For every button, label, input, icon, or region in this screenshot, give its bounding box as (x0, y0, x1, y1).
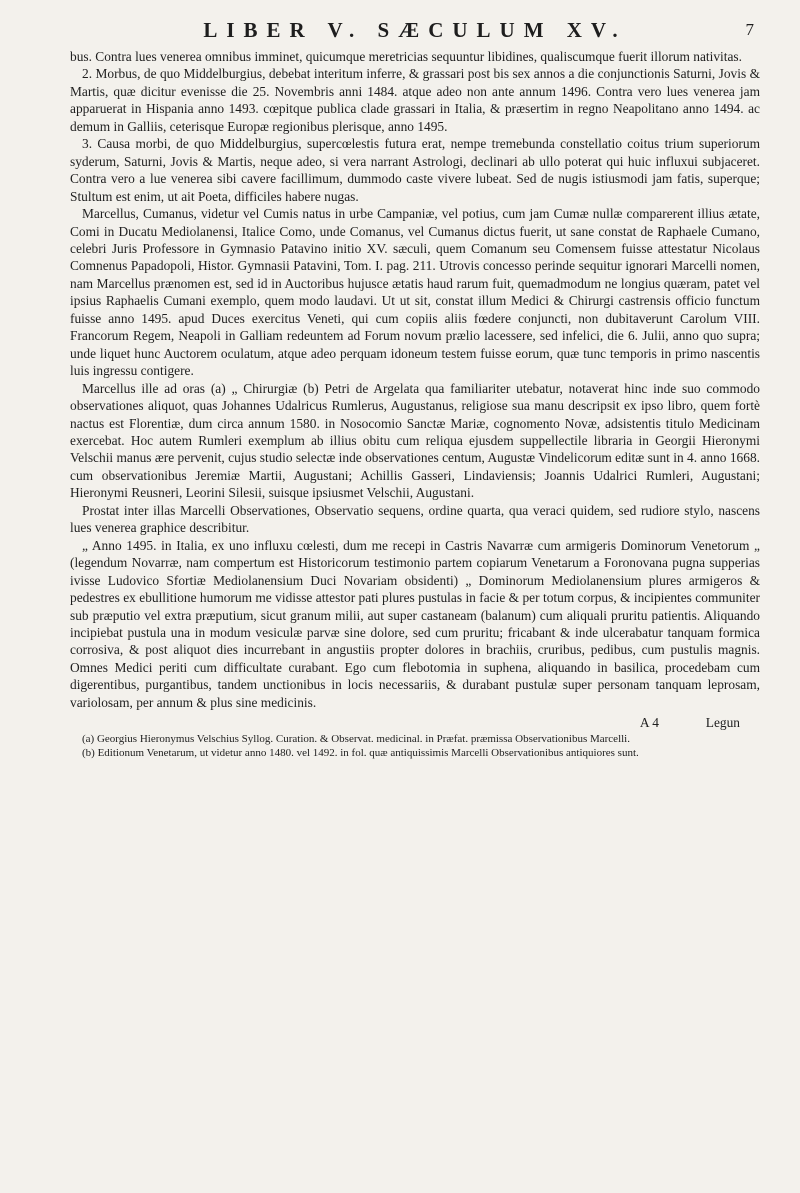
page-number: 7 (745, 20, 754, 39)
paragraph: Marcellus, Cumanus, videtur vel Cumis natus in urbe Campaniæ, vel potius, cum jam Cumæ nullæ comparerent illius ætate, Comi in Ducatu Mediolanensi, Italice Como, unde Comanus, vel Cumanus dictus fuerit, ut sane constat de Raphaele Cumano, celebri Juris Professore in Gymnasio Patavino initio XV. sæculi, quem Comanum seu Comensem fuisse attestatur Nicolaus Comnenus Papadopoli, Histor. Gymnasii Patavini, Tom. I. pag. 211. Utrovis concesso perinde sequitur ignorari Marcelli nomen, nam Marcellus prænomen est, sed id in Auctoribus hujusce ætatis haud rarum fuit, quemadmodum ne longius quæram, patet vel ipsius Raphaelis Cumani exemplo, quem modo laudavi. Ut ut sit, constat illum Medici & Chirurgi castrensis officio functum fuisse anno 1495. apud Duces exercitus Veneti, qui cum copiis aliis fœdere conjuncti, non dubitaverunt Carolum VIII. Francorum Regem, Neapoli in Galliam redeuntem ad Forum novum prælio lacessere, sed infelici, die 6. Julii, anno quo supra; unde liquet hunc Auctorem oculatum, atque adeo perquam idoneum testem fuisse eorum, quæ tunc temporis in primo nascentis luis ingressu contigere. (70, 206, 760, 379)
page-header (70, 14, 760, 48)
paragraph: bus. Contra lues venerea omnibus imminet, quicumque meretricias sequuntur libidines, qualiscumque fuerit illorum nativitas. (70, 49, 742, 64)
quoted-observation: „ Anno 1495. in Italia, ex uno influxu cœlesti, dum me recepi in Castris Navarræ cum armigeris Dominorum Venetorum „ (legendum Novarræ, nam compertum est Historicorum testimonio partem copiarum Venetarum a Foronovana pugna supperias ivisse Ludovico Sfortiæ Mediolanensium Duci Novariam obsidenti) „ Dominorum Mediolanensium plures armigeros & pedestres ex ebullitione humorum me vidisse attestor pati plures pustulas in facie & per totum corpus, & incipientes communiter sub præputio vel extra præputium, sicut granum milii, aut super castaneam (balanum) cum aliquali pruritu patientis. Aliquando incipiebat pustula una in modum vesiculæ parvæ sine dolore, sed cum pruritu; fricabant & inde ulcerabatur tanquam formica corrosiva, & post aliquot dies incurrebant in angustiis propter dolores in brachiis, cruribus, pedibus, cum pustulis magnis. Omnes Medici periti cum difficultate curabant. Ego cum flebotomia in suphena, aliquando in basilica, procedebam cum digerentibus, purgantibus, tandem unctionibus in locis necessariis, & durabant pustulæ super personam tanquam leprosam, variolosam, per annum & plus sine medicinis. (70, 537, 760, 710)
paragraph: 3. Causa morbi, de quo Middelburgius, supercœlestis futura erat, nempe tremebunda constellatio coitus trium superiorum syderum, Saturni, Jovis & Martis, neque adeo, si vera narrant Astrologi, declinari ab ullo poterat qui huic influxui subjaceret. Contra vero a lue venerea sibi cavere facillimum, dummodo caste vivere lubeat. Sed de nugis istiusmodi jam fatis, superque; Stultum est enim, ut ait Poeta, difficiles habere nugas. (70, 136, 760, 204)
paragraph: 2. Morbus, de quo Middelburgius, debebat interitum inferre, & grassari post bis sex annos a die conjunctionis Saturni, Jovis & Martis, quæ dicitur evenisse die 25. Novembris anni 1484. atque adeo non ante annum 1496. Contra vero lues venerea jam apparuerat in Hispania anno 1493. cœpitque publica clade grassari in Italia, & præsertim in regno Neapolitano anno 1494. ac demum in Galliis, ceterisque Europæ regionibus plerisque, anno 1495. (70, 66, 760, 134)
footnotes (70, 733, 760, 760)
paragraph: Marcellus ille ad oras (a) „ Chirurgiæ (b) Petri de Argelata qua familiariter utebatur, notaverat hinc inde suo commodo observationes aliquot, quas Johannes Udalricus Rumlerus, Augustanus, religiose sua manu descripsit ex ipso libro, quem fortè nactus est Florentiæ, dum circa annum 1580. in Nosocomio Sanctæ Mariæ, cognomento Novæ, adsistentis titulo Medicinam exercebat. Hoc autem Rumleri exemplum ab illius obitu cum reliqua ejusdem suppellectile libraria in Georgii Hieronymi Velschii manus ære pervenit, cujus studio selectæ inde observationes centum, Augustæ Vindelicorum editæ sunt in 4. anno 1668. cum observationibus Jeremiæ Martii, Augustani; Achillis Gasseri, Lindaviensis; Joannis Udalrici Rumleri, Augustani; Hieronymi Reusneri, Leorini Silesii, suisque ipsiusmet Velschii, Augustani. (70, 380, 760, 501)
paragraph: Prostat inter illas Marcelli Observationes, Observatio sequens, ordine quarta, qua veraci quidem, sed rudiore stylo, nascens lues venerea graphice describitur. (70, 502, 760, 536)
running-title: LIBER V. SÆCULUM XV. (203, 18, 627, 42)
catchword-line (70, 715, 760, 731)
footnote: (a) Georgius Hieronymus Velschius Syllog. Curation. & Observat. medicinal. in Præfat. præmissa Observationibus Marcelli. (82, 733, 630, 746)
catchword: Legun (705, 715, 740, 731)
signature-mark: A 4 (639, 715, 659, 731)
footnote: (b) Editionum Venetarum, ut videtur anno 1480. vel 1492. in fol. quæ antiquissimis Marcelli Observationibus antiquiores sunt. (82, 746, 639, 759)
body-text (70, 48, 760, 711)
